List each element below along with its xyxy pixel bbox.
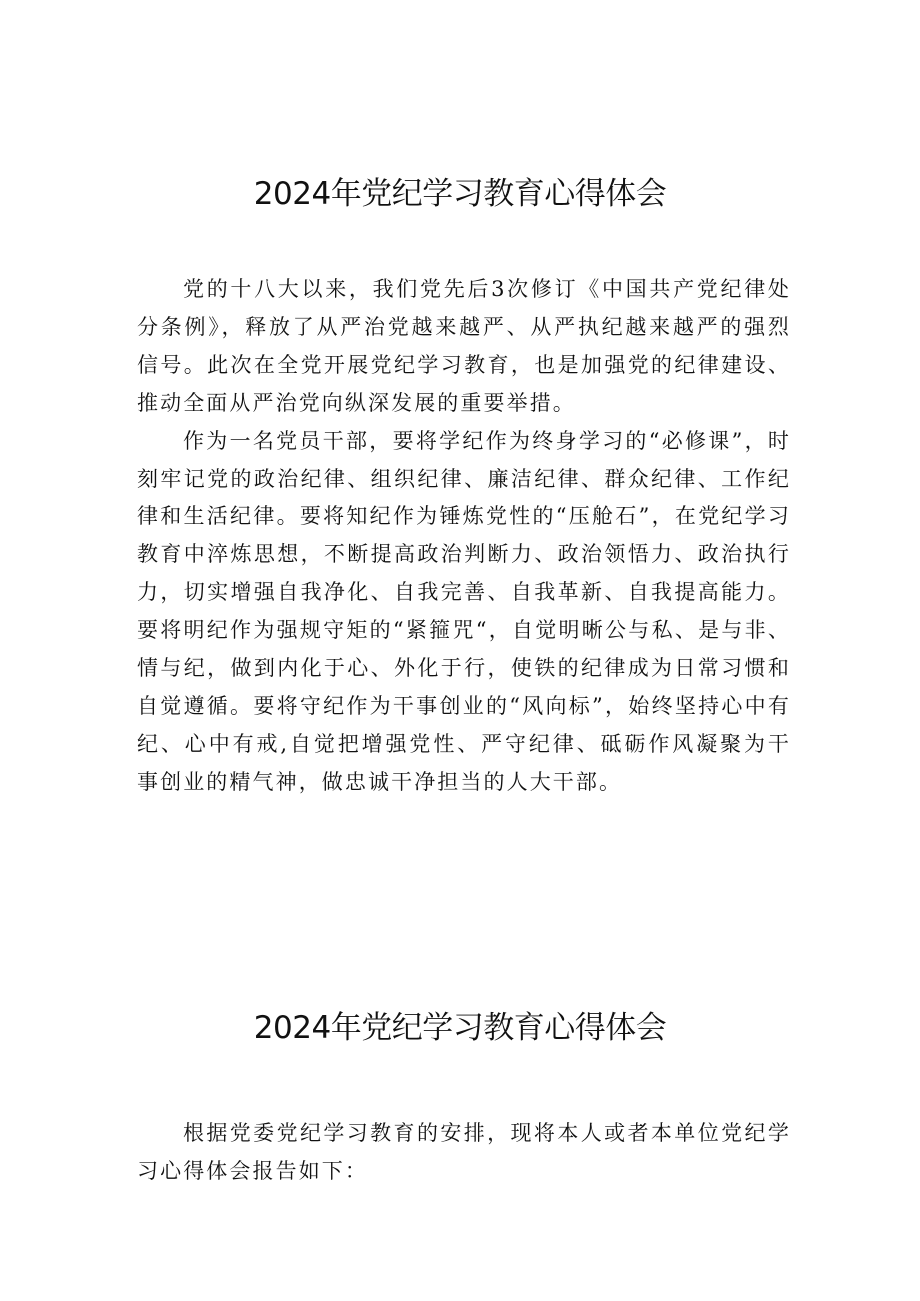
- document-title: 2024年党纪学习教育心得体会: [253, 1010, 667, 1046]
- paragraph: 根据党委党纪学习教育的安排，现将本人或者本单位党纪学习心得体会报告如下：: [137, 1121, 791, 1183]
- paragraph: 作为一名党员干部，要将学纪作为终身学习的“必修课”，时刻牢记党的政治纪律、组织纪律、廉洁纪律、群众纪律、工作纪律和生活纪律。要将知纪作为锤炼党性的“压舱石”，在党纪学习教育中淬炼思想，不断提高政治判断力、政治领悟力、政治执行力，切实增强自我净化、自我完善、自我革新、自我提高能力。要将明纪作为强规守矩的“紧箍咒“，自觉明晰公与私、是与非、情与纪，做到内化于心、外化于行，使铁的纪律成为日常习惯和自觉遵循。要将守纪作为干事创业的“风向标”，始终坚持心中有纪、心中有戒,自觉把增强党性、严守纪律、砥砺作风凝聚为干事创业的精气神，做忠诚干净担当的人大干部。: [137, 428, 791, 794]
- document-title: 2024年党纪学习教育心得体会: [253, 176, 667, 212]
- section-body: [137, 1115, 791, 1191]
- section-body: [137, 271, 791, 802]
- paragraph: 党的十八大以来，我们党先后3次修订《中国共产党纪律处分条例》，释放了从严治党越来越严、从严执纪越来越严的强烈信号。此次在全党开展党纪学习教育，也是加强党的纪律建设、推动全面从严治党向纵深发展的重要举措。: [137, 277, 791, 415]
